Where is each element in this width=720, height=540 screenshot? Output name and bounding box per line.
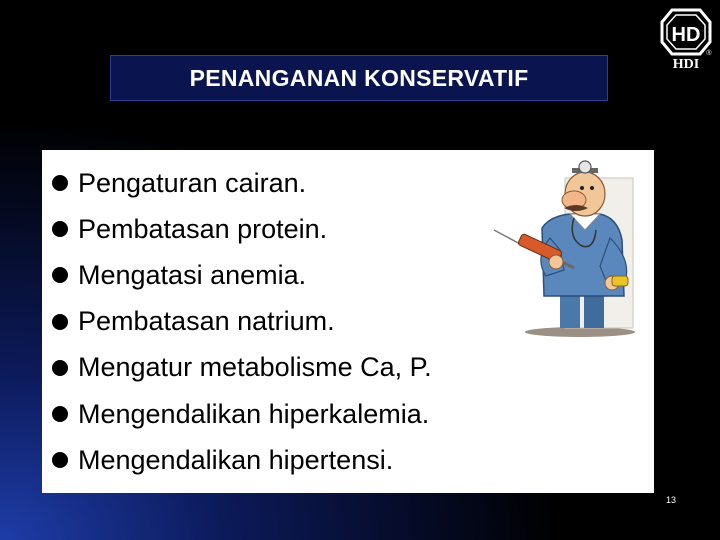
title-box xyxy=(110,55,608,101)
bullet-item xyxy=(42,391,432,437)
bullet-text: Mengendalikan hiperkalemia. xyxy=(78,398,430,429)
bullet-icon xyxy=(52,452,68,468)
bullet-icon xyxy=(52,314,68,330)
bullet-text: Pengaturan cairan. xyxy=(78,167,307,198)
bullet-text: Pembatasan natrium. xyxy=(78,306,335,337)
bullet-item xyxy=(42,206,432,252)
bullet-icon xyxy=(52,175,68,191)
bullet-text: Pembatasan protein. xyxy=(78,213,328,244)
logo-bottom-text: HDI xyxy=(672,57,700,72)
doctor-with-syringe-icon xyxy=(490,158,640,338)
bullet-item xyxy=(42,345,432,391)
bullet-icon xyxy=(52,221,68,237)
bullet-item xyxy=(42,160,432,206)
slide-title: PENANGANAN KONSERVATIF xyxy=(189,64,529,91)
bullet-item xyxy=(42,437,432,483)
bullet-text: Mengatasi anemia. xyxy=(78,259,307,290)
bullet-text: Mengendalikan hipertensi. xyxy=(78,444,394,475)
bullet-text: Mengatur metabolisme Ca, P. xyxy=(78,352,432,383)
logo-registered-mark: ® xyxy=(706,50,712,57)
bullet-icon xyxy=(52,360,68,376)
bullet-icon xyxy=(52,267,68,283)
hdi-logo-icon xyxy=(660,8,712,72)
bullet-icon xyxy=(52,406,68,422)
content-box xyxy=(42,150,654,493)
bullet-item xyxy=(42,252,432,298)
bullet-list xyxy=(42,160,432,483)
logo-top-text: HD xyxy=(671,24,701,46)
bullet-item xyxy=(42,299,432,345)
page-number: 13 xyxy=(666,495,677,505)
